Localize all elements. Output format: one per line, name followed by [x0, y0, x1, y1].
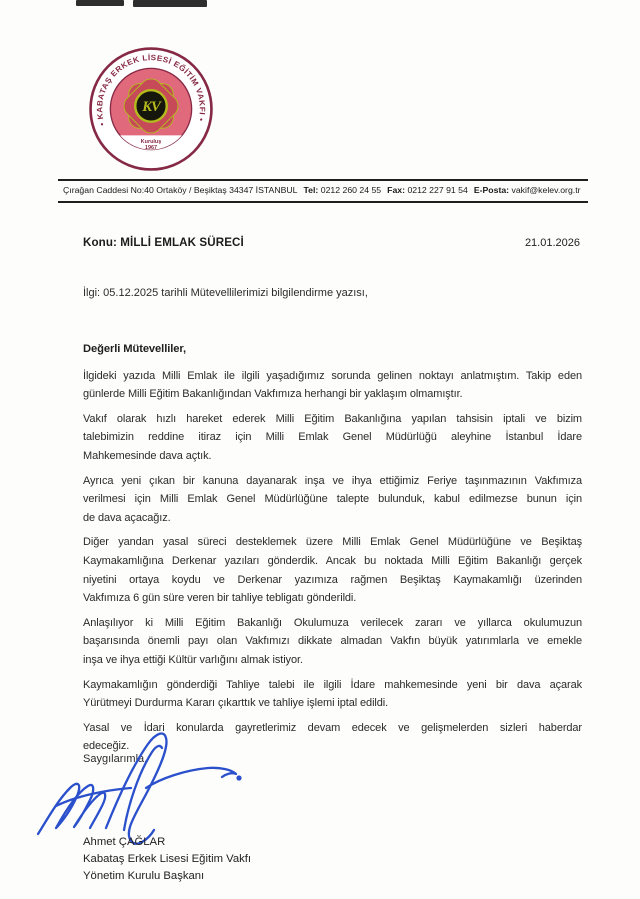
paragraph-line: Vakıf olarak hızlı hareket ederek Milli Eğitim Bakanlığına yapılan tahsisin iptali ve bizim [83, 412, 582, 425]
signer-organization: Kabataş Erkek Lisesi Eğitim Vakfı [83, 852, 252, 865]
reference-line: İlgi: 05.12.2025 tarihli Mütevellilerimizi bilgilendirme yazısı, [83, 287, 368, 299]
paragraph-line: Diğer yandan yasal süreci desteklemek üzere Milli Emlak Genel Müdürlüğüne ve Beşiktaş [83, 536, 582, 549]
letterhead-address [58, 185, 593, 195]
paragraph-line: günlerde Milli Eğitim Bakanlığından Vakfımıza herhangi bir yaklaşım olmamıştır. [83, 388, 463, 401]
letter-body [83, 340, 582, 762]
tel-value: 0212 260 24 55 [320, 184, 382, 195]
paragraph-line: Kaymakamlığın gönderdiği Tahliye talebi ile ilgili İdare mahkemesinde yeni bir dava açarak [83, 678, 582, 691]
salutation: Değerli Mütevelliler, [83, 343, 186, 355]
paragraph-line: edeceğiz. [83, 740, 130, 753]
paragraph [83, 614, 582, 670]
signature-ink-dot [236, 775, 241, 780]
letterhead-rule-top [58, 179, 588, 181]
signer-title: Yönetim Kurulu Başkanı [83, 869, 205, 882]
handwritten-signature [36, 730, 251, 848]
tel-label: Tel: [303, 184, 319, 195]
email-value: vakif@kelev.org.tr [511, 184, 581, 195]
scan-artifact-bar [133, 0, 207, 7]
paragraph-line: Yürütmeyi Durdurma Kararı çıkarttık ve tahliye işlemi iptal edildi. [83, 697, 389, 710]
subject-line: Konu: MİLLİ EMLAK SÜRECİ [83, 236, 244, 249]
paragraph-line: İlgideki yazıda Milli Emlak ile ilgili yaşadığımız sorunda gelinen noktayı anlatmıştım. Takip eden [83, 369, 582, 382]
fax-value: 0212 227 91 54 [407, 184, 468, 195]
logo-monogram: KV [142, 99, 160, 116]
paragraph-line: başarısında önemli payı olan Vakfımızı dikkate almadan Vakfın büyük yatırımlarla ve emekle [83, 635, 582, 648]
paragraph-line: Yasal ve İdari konularda gayretlerimiz devam edecek ve gelişmelerden sizleri haberdar [83, 721, 582, 734]
logo-ring-text: • KABATAŞ ERKEK LİSESİ EĞİTİM VAKFI • [95, 53, 207, 127]
paragraph-line: Vakfımıza 6 gün süre veren bir tahliye tebligatı gönderildi. [83, 592, 357, 605]
address-text: Çırağan Caddesi No:40 Ortaköy / Beşiktaş 34347 İSTANBUL [63, 184, 298, 195]
paragraph-line: de dava açacağız. [83, 511, 171, 524]
logo-founded-label: Kuruluş [140, 139, 162, 146]
signer-block [83, 834, 251, 884]
paragraph [83, 472, 582, 528]
paragraph-line: Ayrıca yeni çıkan bir kanuna dayanarak inşa ve ihya ettiğimiz Feriye taşınmazının Vakfımıza [83, 474, 582, 487]
letterhead-rule-bottom [58, 201, 588, 203]
closing-line: Saygılarımla, [83, 753, 148, 765]
paragraph-line: Mahkemesinde dava açtık. [83, 449, 212, 462]
letter-paragraphs [83, 367, 582, 756]
signature-strokes [38, 733, 242, 843]
paragraph [83, 676, 582, 713]
paragraph-line: Anlaşılıyor ki Milli Eğitim Bakanlığı Okulumuza verilecek zararı ve yıllarca okulumuzun [83, 616, 582, 629]
logo-founded-year: 1967 [144, 145, 158, 152]
paragraph [83, 410, 582, 466]
paragraph-line: inşa ve ihya ettiği Kültür varlığını almak istiyor. [83, 653, 303, 666]
paragraph-line: Kaymakamlığına Derkenar yazıları gönderdik. Ancak bu noktada Milli Eğitim Bakanlığı gerçek [83, 554, 582, 567]
paragraph-line: verilmesi için Milli Emlak Genel Müdürlüğüne talepte bulunduk, kabul edilmezse bunun için [83, 493, 582, 506]
paragraph-line: talebimizin reddine itiraz için Milli Emlak Genel Müdürlüğü aleyhine İstanbul İdare [83, 431, 582, 444]
foundation-logo [88, 46, 214, 172]
paragraph [83, 367, 582, 404]
letter-date: 21.01.2026 [524, 237, 580, 249]
scan-artifact-bar [76, 0, 124, 6]
email-label: E-Posta: [473, 184, 510, 195]
paragraph-line: niyetini ortaya koydu ve Derkenar yazımıza rağmen Beşiktaş Kaymakamlığı üzerinden [83, 573, 582, 586]
subject-row [83, 236, 580, 249]
signer-name: Ahmet ÇAĞLAR [83, 836, 166, 848]
fax-label: Fax: [387, 184, 406, 195]
paragraph [83, 533, 582, 607]
